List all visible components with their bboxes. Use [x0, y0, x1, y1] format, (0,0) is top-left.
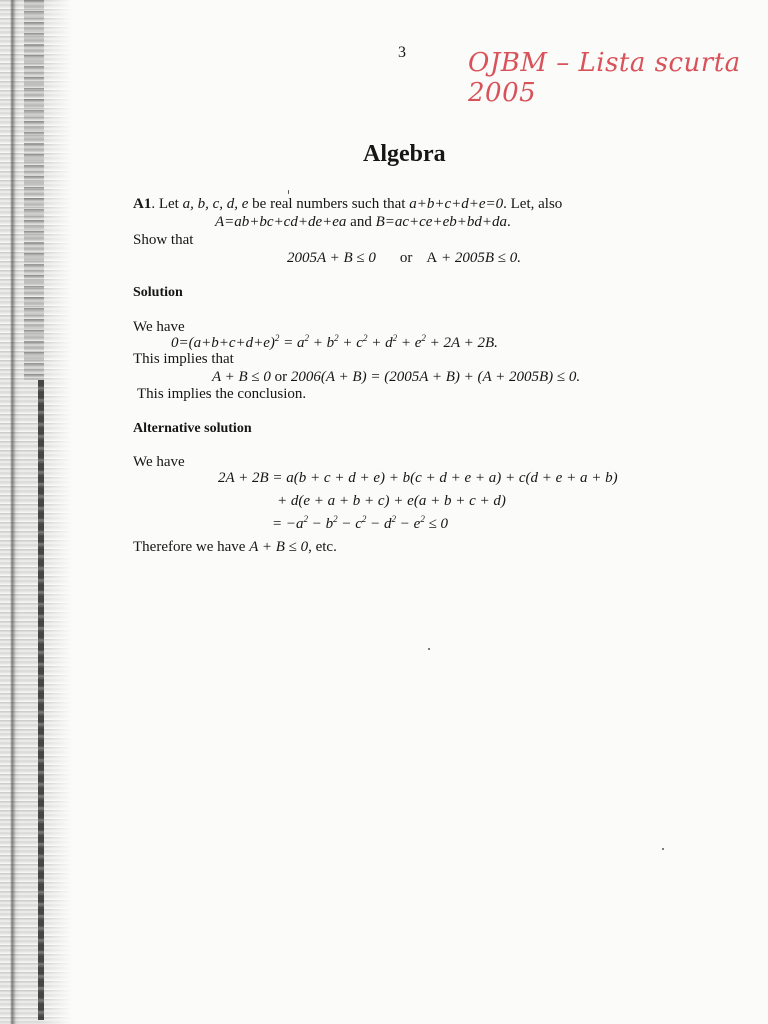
- alternative-we-have: We have: [133, 454, 185, 470]
- solution-we-have: We have: [133, 319, 185, 335]
- binding-spine-line: [38, 380, 44, 1020]
- problem-label: A1: [133, 196, 152, 212]
- solution-conclusion: This implies the conclusion.: [137, 386, 307, 402]
- problem-line-1: A1. Let a, b, c, d, e be real numbers such that a+b+c+d+e=0. Let, also: [133, 196, 563, 212]
- alternative-line-3: = $-a^2 - b^2 - c^2 - d^2 - e^2 \le 0$: [272, 514, 449, 532]
- page-number: 3: [398, 44, 406, 61]
- alternative-line-1: 2A + 2B = a(b + c + d + e) + b(c + d + e + a) + c(d + e + a + b): [218, 470, 618, 486]
- solution-equation: $0=(a+b+c+d+e)^2 = a^2 + b^2 + c^2 + d^2 + e^2 + 2A + 2B$.: [171, 333, 498, 351]
- show-that-text: Show that: [133, 232, 194, 248]
- alternative-title: Alternative solution: [133, 421, 252, 436]
- problem-claim: 2005A + B ≤ 0 or A + 2005B ≤ 0.: [287, 250, 522, 266]
- solution-implies: This implies that: [133, 351, 234, 367]
- binding-holes-strip: [24, 0, 44, 380]
- problem-line-2: A=ab+bc+cd+de+ea and B=ac+ce+eb+bd+da.: [215, 214, 511, 230]
- solution-title: Solution: [133, 285, 183, 300]
- scan-speck: [428, 648, 430, 650]
- alternative-therefore: Therefore we have A + B ≤ 0, etc.: [133, 539, 337, 555]
- handwritten-note: OJBM – Lista scurta 2005: [468, 48, 741, 108]
- scan-speck: [662, 848, 664, 850]
- section-heading: Algebra: [363, 141, 446, 167]
- alternative-line-2: + d(e + a + b + c) + e(a + b + c + d): [277, 493, 506, 509]
- solution-inequality: A + B ≤ 0 or 2006(A + B) = (2005A + B) + (A + 2005B) ≤ 0.: [212, 369, 581, 385]
- scan-speck: [288, 190, 289, 194]
